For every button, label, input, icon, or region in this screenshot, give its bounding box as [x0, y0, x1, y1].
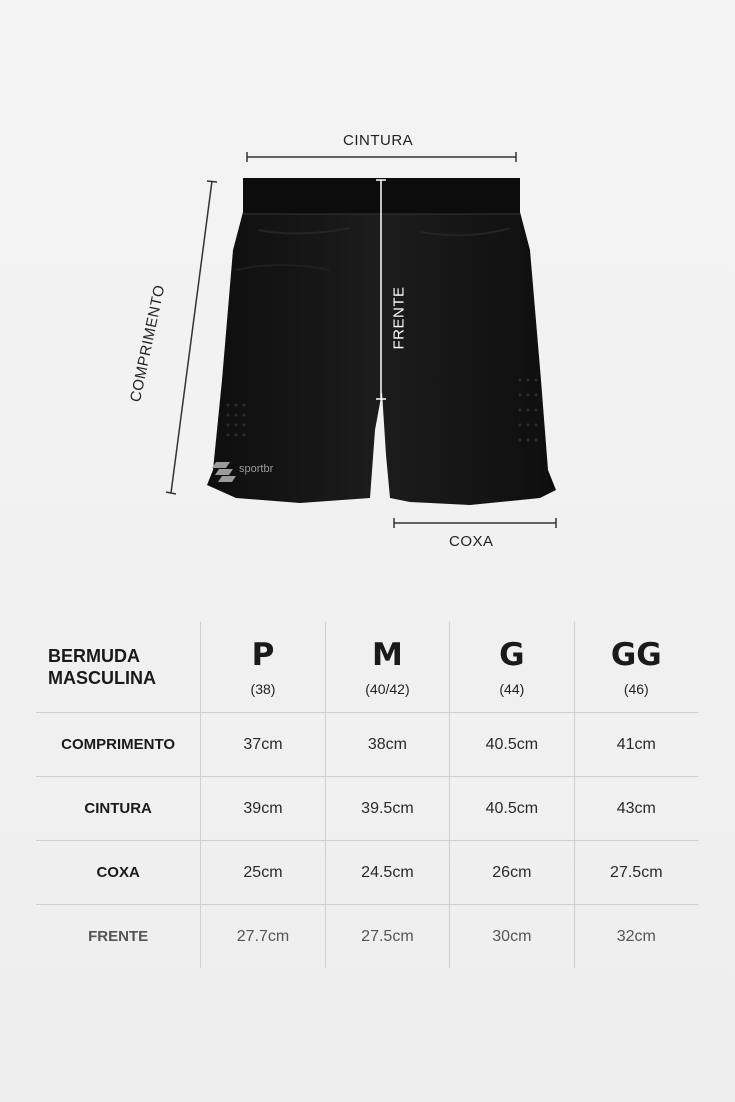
table-cell: 24.5cm [325, 841, 449, 904]
table-cell: 26cm [449, 841, 573, 904]
comprimento-label: COMPRIMENTO [127, 283, 169, 404]
size-table [36, 622, 698, 968]
size-header-p [200, 622, 324, 712]
size-header-m [325, 622, 449, 712]
comprimento-measure-line [166, 181, 217, 494]
frente-label: FRENTE [390, 286, 408, 350]
table-cell: 43cm [574, 777, 698, 840]
table-cell: 27.5cm [325, 905, 449, 968]
table-title-line1: BERMUDA [48, 646, 140, 666]
size-letter: GG [610, 637, 662, 673]
table-cell: 40.5cm [449, 713, 573, 776]
table-row-frente [36, 905, 698, 968]
table-row-comprimento [36, 713, 698, 777]
table-title-line2: MASCULINA [48, 668, 156, 688]
coxa-label: COXA [449, 533, 494, 550]
size-header-g [449, 622, 573, 712]
table-header-row [36, 622, 698, 713]
table-cell: 37cm [200, 713, 324, 776]
cintura-label: CINTURA [343, 132, 414, 149]
cintura-measure-line [247, 152, 516, 162]
size-letter: G [499, 637, 525, 673]
row-label: COXA [96, 864, 140, 881]
table-row-cintura [36, 777, 698, 841]
table-cell: 30cm [449, 905, 573, 968]
table-cell: 25cm [200, 841, 324, 904]
size-header-gg [574, 622, 698, 712]
table-cell: 41cm [574, 713, 698, 776]
row-label: FRENTE [88, 928, 149, 945]
table-cell: 27.7cm [200, 905, 324, 968]
table-cell: 27.5cm [574, 841, 698, 904]
coxa-measure-line [394, 518, 556, 528]
table-title [36, 622, 200, 712]
size-letter: M [372, 637, 403, 673]
table-cell: 40.5cm [449, 777, 573, 840]
size-number: (38) [250, 681, 276, 697]
table-cell: 39cm [200, 777, 324, 840]
row-label: CINTURA [84, 800, 152, 817]
table-cell: 38cm [325, 713, 449, 776]
size-number: (40/42) [365, 681, 410, 697]
table-row-coxa [36, 841, 698, 905]
table-cell: 32cm [574, 905, 698, 968]
table-cell: 39.5cm [325, 777, 449, 840]
size-letter: P [251, 637, 275, 673]
size-number: (46) [623, 681, 649, 697]
brand-name: sportbr [239, 463, 274, 475]
row-label: COMPRIMENTO [61, 736, 176, 753]
size-number: (44) [499, 681, 525, 697]
